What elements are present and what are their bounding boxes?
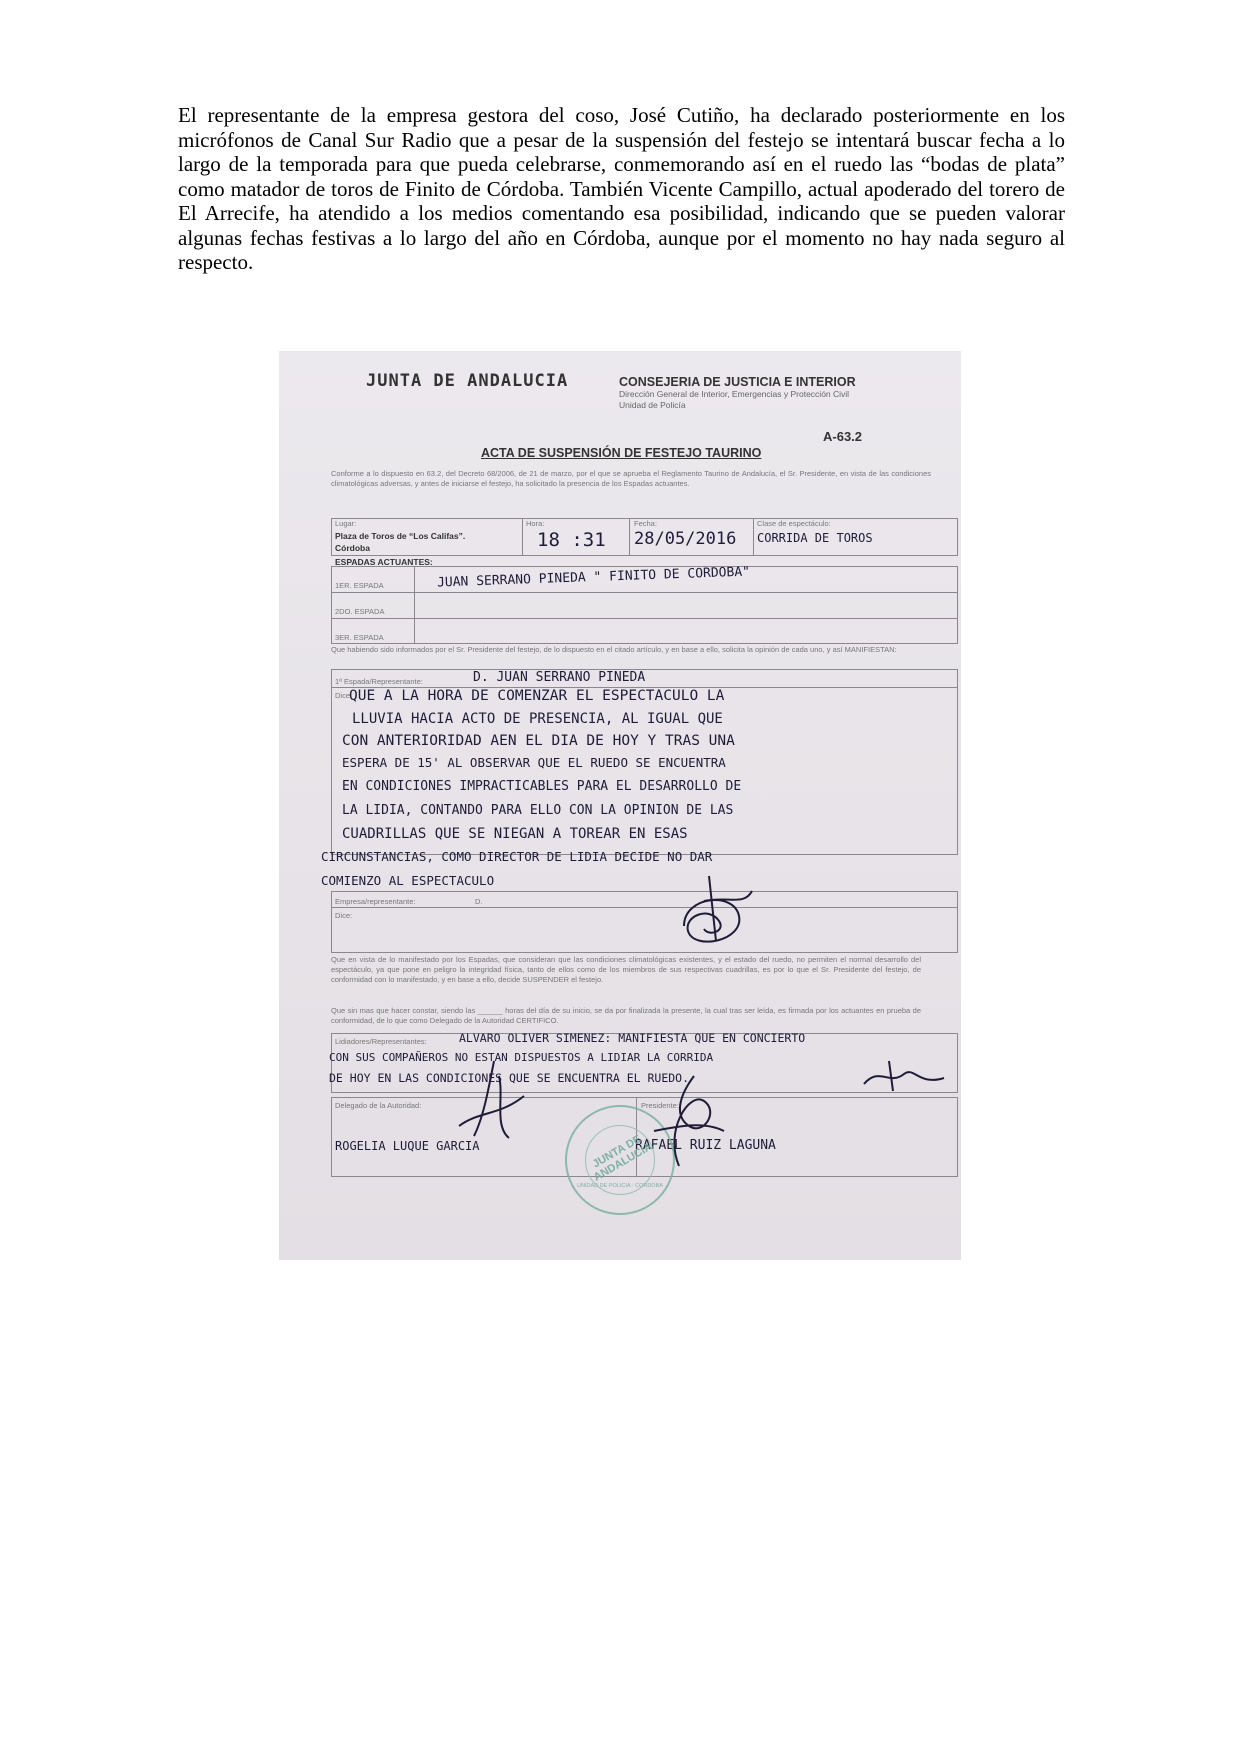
dice-line-3: CON ANTERIORIDAD AEN EL DIA DE HOY Y TRAS UNA <box>342 733 735 749</box>
certifico-text: Que sin mas que hacer constar, siendo las ______ horas del día de su inicio, se da por finalizada la presente, la cual tras ser leída, es firmada por los actuantes en prueba de conformidad, de lo que como Delegado de la Autoridad CERTIFICO. <box>331 1006 921 1025</box>
article-paragraph: El representante de la empresa gestora del coso, José Cutiño, ha declarado posteriormente en los micrófonos de Canal Sur Radio que a pesar de la suspensión del festejo se intentará buscar fecha a lo largo de la temporada para que pueda celebrarse, conmemorando así en el ruedo las “bodas de plata” como matador de toros de Finito de Córdoba. También Vicente Campillo, actual apoderado del torero de El Arrecife, ha atendido a los medios comentando esa posibilidad, indicando que se pueden valorar algunas fechas festivas a lo largo del año en Córdoba, aunque por el momento no hay nada seguro al respecto. <box>178 103 1065 274</box>
consejeria-subtitle: Dirección General de Interior, Emergencias y Protección Civil <box>619 389 850 399</box>
dice-label: Dice: <box>335 691 353 700</box>
delegado-label: Delegado de la Autoridad: <box>335 1101 422 1110</box>
dice-line-9: COMIENZO AL ESPECTACULO <box>321 873 495 888</box>
consejeria-header <box>619 375 856 411</box>
espada-row-line-1 <box>331 592 958 593</box>
document-photo <box>279 351 961 1260</box>
consejeria-title: CONSEJERIA DE JUSTICIA E INTERIOR <box>619 375 856 389</box>
manifiestan-text: Que habiendo sido informados por el Sr. Presidente del festejo, de lo dispuesto en el citado artículo, y en base a ello, solicita la opinión de cada uno, y así MANIFIESTAN: <box>331 645 897 654</box>
signature-delegado <box>454 1056 534 1146</box>
clase-value: CORRIDA DE TOROS <box>757 531 873 545</box>
hora-label: Hora: <box>526 519 545 528</box>
dice2-label: Dice: <box>335 911 353 920</box>
espada1-label: 1ER. ESPADA <box>335 581 384 590</box>
signature-lidiador <box>859 1056 949 1096</box>
lugar-line2: Córdoba <box>335 543 370 553</box>
espada3-label: 3ER. ESPADA <box>335 633 384 642</box>
empresa-d: D. <box>475 897 483 906</box>
junta-header: JUNTA DE ANDALUCIA <box>366 371 569 391</box>
rep1-value: D. JUAN SERRANO PINEDA <box>473 670 646 685</box>
signature-espada <box>674 871 764 961</box>
lugar-label: Lugar: <box>335 519 357 528</box>
empresa-label: Empresa/representante: <box>335 897 416 906</box>
presidente-name: RAFAEL RUIZ LAGUNA <box>635 1138 776 1153</box>
form-title: ACTA DE SUSPENSIÓN DE FESTEJO TAURINO <box>481 446 762 460</box>
suspender-text: Que en vista de lo manifestado por los Espadas, que consideran que las condiciones climatológicas existentes, y el estado del ruedo, no permiten el normal desarrollo del espectáculo, ya que pone en peligro la integridad física, tanto de ellos como de los miembros de sus respectivas cuadrillas, es por lo que el Sr. Presidente del festejo, de conformidad con lo manifestado, y en base a ello, decide SUSPENDER el festejo. <box>331 955 921 984</box>
empresa-line <box>331 907 958 908</box>
lidiadores-line-3: DE HOY EN LAS CONDICIONES QUE SE ENCUENTRA EL RUEDO. <box>329 1071 690 1085</box>
rep1-label: 1ª Espada/Representante: <box>335 677 423 686</box>
dice-line-6: LA LIDIA, CONTANDO PARA ELLO CON LA OPINION DE LAS <box>342 803 734 818</box>
dice-line-1: QUE A LA HORA DE COMENZAR EL ESPECTACULO LA <box>349 688 725 704</box>
empresa-box <box>331 891 958 953</box>
lidiadores-label: Lidiadores/Representantes: <box>335 1037 427 1046</box>
dice-line-4: ESPERA DE 15' AL OBSERVAR QUE EL RUEDO SE ENCUENTRA <box>342 755 726 770</box>
signature-presidente <box>649 1071 729 1171</box>
lidiadores-line-1: ALVARO OLIVER SIMENEZ: MANIFIESTA QUE EN CONCIERTO <box>459 1031 806 1045</box>
stamp-text: JUNTA DE ANDALUCIA <box>590 1133 655 1184</box>
consejeria-unit: Unidad de Policía <box>619 400 686 410</box>
espada2-label: 2DO. ESPADA <box>335 607 385 616</box>
presidente-label: Presidente: <box>641 1101 679 1110</box>
fecha-label: Fecha: <box>634 519 657 528</box>
form-code: A-63.2 <box>823 429 863 444</box>
dice-line-2: LLUVIA HACIA ACTO DE PRESENCIA, AL IGUAL QUE <box>352 711 723 727</box>
espadas-label: ESPADAS ACTUANTES: <box>335 557 433 567</box>
dice-line-8: CIRCUNSTANCIAS, COMO DIRECTOR DE LIDIA DECIDE NO DAR <box>321 849 713 864</box>
clase-label: Clase de espectáculo: <box>757 519 831 528</box>
hora-value: 18 :31 <box>537 529 606 551</box>
dice-line-5: EN CONDICIONES IMPRACTICABLES PARA EL DESARROLLO DE <box>342 779 742 794</box>
form-intro: Conforme a lo dispuesto en 63.2, del Decreto 68/2006, de 21 de marzo, por el que se aprueba el Reglamento Taurino de Andalucía, el Sr. Presidente, en vista de las condiciones climatológicas adversas, y antes de iniciarse el festejo, ha solicitado la presencia de los Espadas actuantes. <box>331 469 931 488</box>
espada-row-line-2 <box>331 618 958 619</box>
lugar-line1: Plaza de Toros de “Los Califas”. <box>335 531 466 541</box>
delegado-name: ROGELIA LUQUE GARCIA <box>335 1139 480 1153</box>
lidiadores-line-2: CON SUS COMPAÑEROS NO ESTAN DISPUESTOS A LIDIAR LA CORRIDA <box>329 1051 714 1064</box>
dice-line-7: CUADRILLAS QUE SE NIEGAN A TOREAR EN ESAS <box>342 826 688 842</box>
fecha-value: 28/05/2016 <box>634 529 737 549</box>
espada1-value: JUAN SERRANO PINEDA " FINITO DE CORDOBA" <box>436 564 751 591</box>
stamp-bottom-text: UNIDAD DE POLICIA · CORDOBA <box>577 1183 663 1189</box>
